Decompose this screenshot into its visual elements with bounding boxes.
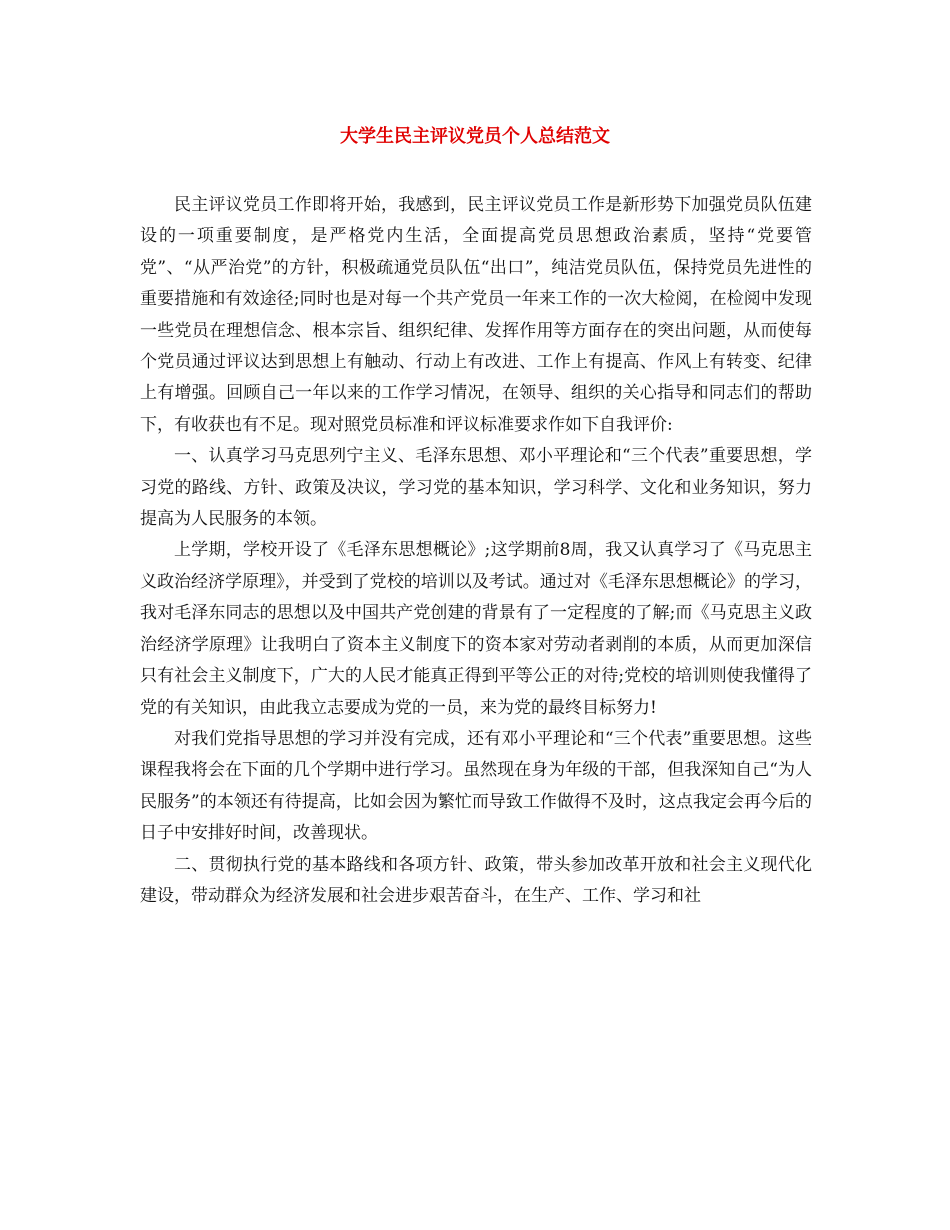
document-title: 大学生民主评议党员个人总结范文 <box>340 126 610 147</box>
paragraph: 上学期，学校开设了《毛泽东思想概论》;这学期前8周，我又认真学习了《马克思主义政治经济学原理》，并受到了党校的培训以及考试。通过对《毛泽东思想概论》的学习，我对毛泽东同志的思想以及中国共产党创建的背景有了一定程度的了解;而《马克思主义政治经济学原理》让我明白了资本主义制度下的资本家对劳动者剥削的本质，从而更加深信只有社会主义制度下，广大的人民才能真正得到平等公正的对待;党校的培训则使我懂得了党的有关知识，由此我立志要成为党的一员，来为党的最终目标努力! <box>140 540 812 718</box>
paragraph: 二、贯彻执行党的基本路线和各项方针、政策，带头参加改革开放和社会主义现代化建设，带动群众为经济发展和社会进步艰苦奋斗，在生产、工作、学习和社 <box>140 854 812 906</box>
paragraph: 对我们党指导思想的学习并没有完成，还有邓小平理论和“三个代表”重要思想。这些课程我将会在下面的几个学期中进行学习。虽然现在身为年级的干部，但我深知自己“为人民服务”的本领还有待提高，比如会因为繁忙而导致工作做得不及时，这点我定会再今后的日子中安排好时间，改善现状。 <box>140 728 812 844</box>
paragraph: 民主评议党员工作即将开始，我感到，民主评议党员工作是新形势下加强党员队伍建设的一项重要制度，是严格党内生活，全面提高党员思想政治素质，坚持“党要管党”、“从严治党”的方针，积极疏通党员队伍“出口”，纯洁党员队伍，保持党员先进性的重要措施和有效途径;同时也是对每一个共产党员一年来工作的一次大检阅，在检阅中发现一些党员在理想信念、根本宗旨、组织纪律、发挥作用等方面存在的突出问题，从而使每个党员通过评议达到思想上有触动、行动上有改进、工作上有提高、作风上有转变、纪律上有增强。回顾自己一年以来的工作学习情况，在领导、组织的关心指导和同志们的帮助下，有收获也有不足。现对照党员标准和评议标准要求作如下自我评价: <box>140 195 812 435</box>
document-body <box>140 190 812 912</box>
paragraph: 一、认真学习马克思列宁主义、毛泽东思想、邓小平理论和“三个代表”重要思想，学习党的路线、方针、政策及决议，学习党的基本知识，学习科学、文化和业务知识，努力提高为人民服务的本领。 <box>140 446 812 530</box>
